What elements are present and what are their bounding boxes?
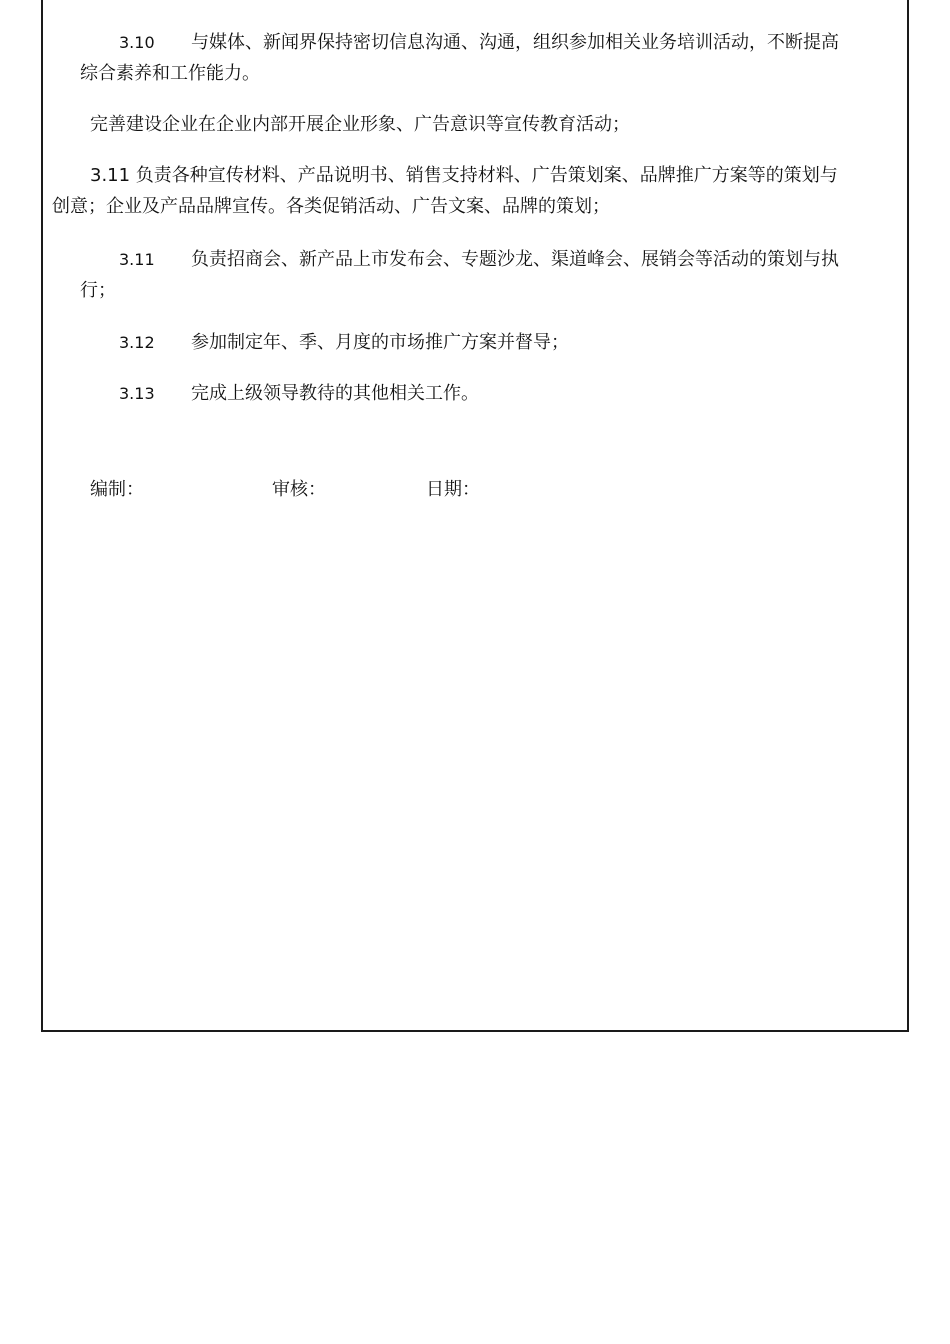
item-text-line2: 创意；企业及产品品牌宣传。各类促销活动、广告文案、品牌的策划；	[52, 196, 610, 217]
item-text-line2: 综合素养和工作能力。	[80, 63, 260, 84]
item-text-line1: 完善建设企业在企业内部开展企业形象、广告意识等宣传教育活动；	[90, 114, 630, 135]
item-text-line1: 负责招商会、新产品上市发布会、专题沙龙、渠道峰会、展销会等活动的策划与执	[191, 249, 839, 270]
date-label: 日期：	[426, 479, 480, 500]
reviewed-by-label: 审核：	[272, 479, 326, 500]
item-number: 3.13	[119, 384, 155, 403]
item-text-line1: 3.11 负责各种宣传材料、产品说明书、销售支持材料、广告策划案、品牌推广方案等的策划与	[90, 165, 838, 186]
item-number: 3.10	[119, 33, 155, 52]
item-text-line1: 参加制定年、季、月度的市场推广方案并督导；	[191, 332, 569, 353]
compiled-by-label: 编制：	[90, 479, 144, 500]
document-frame	[41, 0, 909, 1032]
item-number: 3.12	[119, 333, 155, 352]
item-number: 3.11	[119, 250, 155, 269]
item-text-line2: 行；	[80, 280, 116, 301]
item-text-line1: 完成上级领导教待的其他相关工作。	[191, 383, 479, 404]
item-text-line1: 与媒体、新闻界保持密切信息沟通、沟通，组织参加相关业务培训活动，不断提高	[191, 32, 839, 53]
